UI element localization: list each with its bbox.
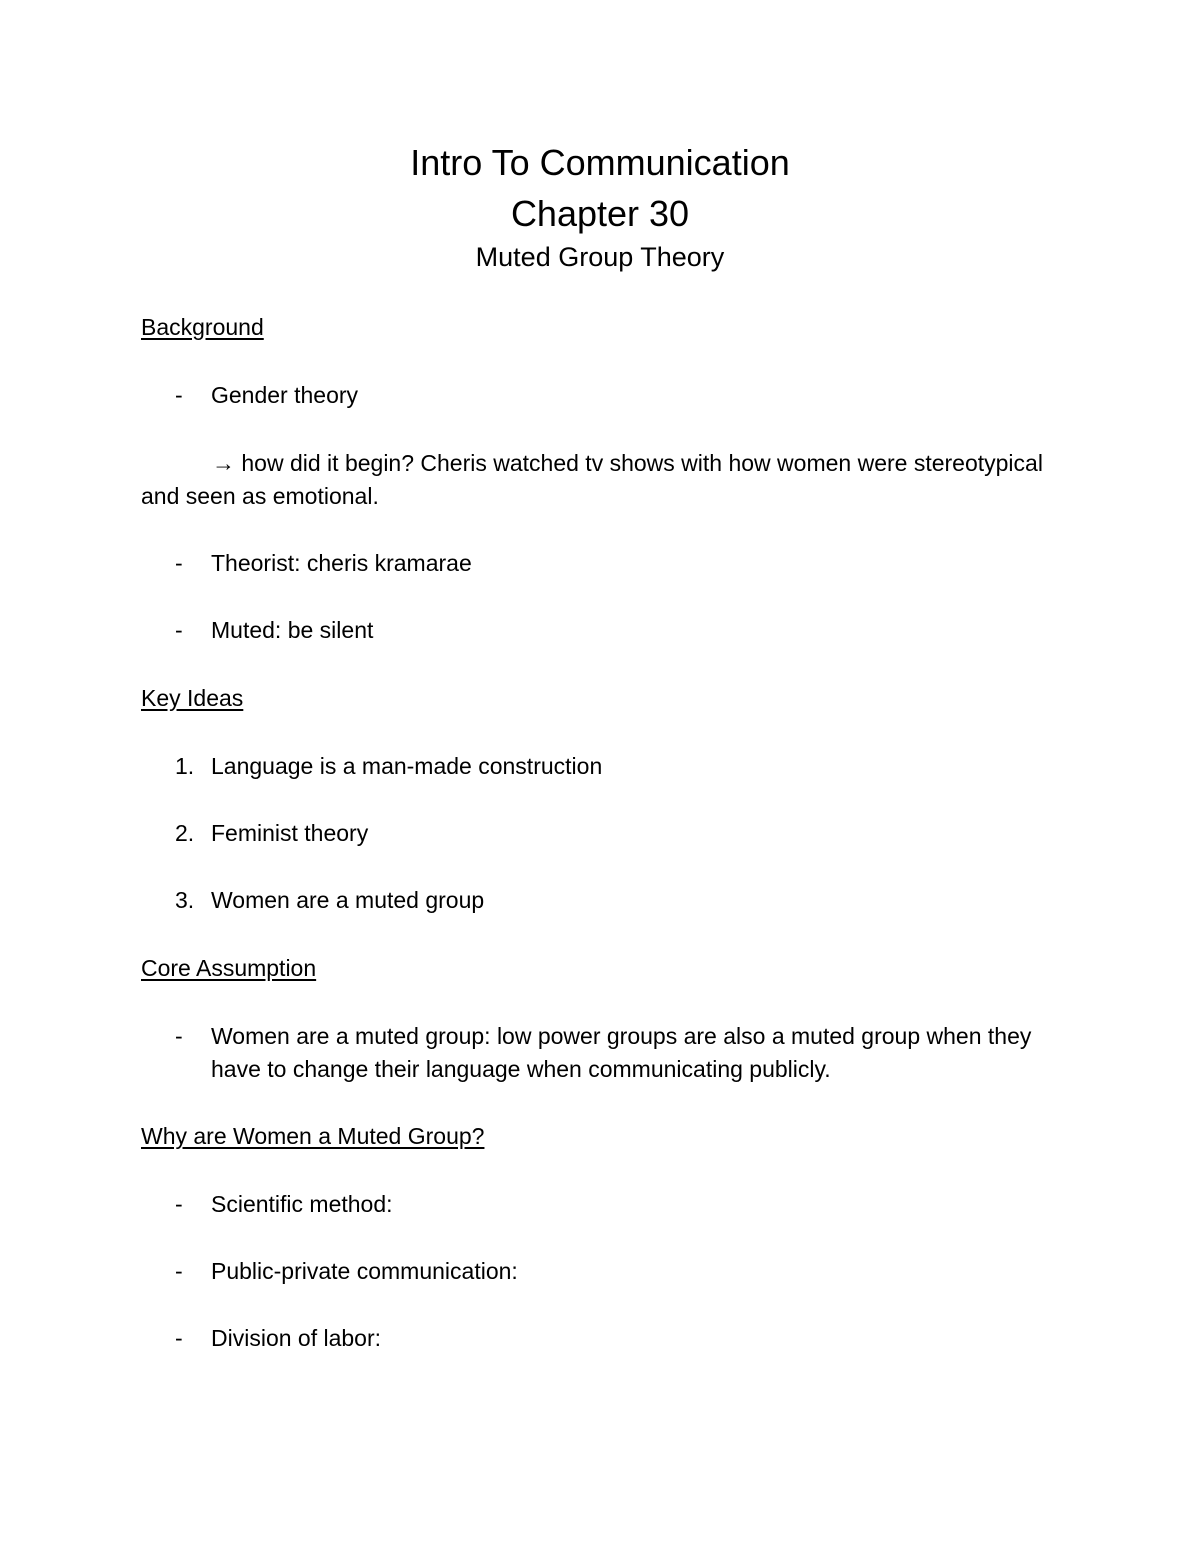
bullet-text: Scientific method: — [211, 1191, 393, 1217]
bullet-text: Theorist: cheris kramarae — [211, 550, 472, 576]
list-number: 1. — [175, 753, 195, 779]
bullet-item — [141, 379, 1061, 412]
bullet-marker: - — [175, 382, 183, 408]
section-heading-key-ideas: Key Ideas — [141, 685, 244, 711]
bullet-item — [141, 1188, 1061, 1221]
bullet-marker: - — [175, 617, 183, 643]
bullet-text: Gender theory — [211, 382, 359, 408]
chapter-title: Chapter 30 — [510, 193, 690, 234]
section-heading-core-assumption: Core Assumption — [141, 955, 317, 981]
numbered-item — [141, 750, 1061, 783]
bullet-item — [141, 1020, 1061, 1086]
bullet-item — [141, 614, 1061, 647]
bullet-text: Division of labor: — [211, 1325, 382, 1351]
note-paragraph: → how did it begin? Cheris watched tv shows with how women were stereotypical and seen as emotional. — [141, 450, 1043, 509]
bullet-item — [141, 1322, 1061, 1355]
numbered-text: Women are a muted group — [211, 887, 485, 913]
bullet-marker: - — [175, 550, 183, 576]
bullet-text: Women are a muted group: low power groups are also a muted group when they have to change their language when communicating publicly. — [211, 1023, 1032, 1082]
section-heading-why: Why are Women a Muted Group? — [141, 1123, 485, 1149]
list-number: 2. — [175, 820, 195, 846]
bullet-item — [141, 1255, 1061, 1288]
bullet-marker: - — [175, 1325, 183, 1351]
document-title: Intro To Communication — [410, 142, 790, 183]
bullet-marker: - — [175, 1191, 183, 1217]
bullet-marker: - — [175, 1023, 183, 1049]
bullet-item — [141, 547, 1061, 580]
bullet-text: Muted: be silent — [211, 617, 374, 643]
numbered-item — [141, 884, 1061, 917]
section-heading-background: Background — [141, 314, 264, 340]
numbered-text: Language is a man-made construction — [211, 753, 603, 779]
numbered-text: Feminist theory — [211, 820, 369, 846]
bullet-text: Public-private communication: — [211, 1258, 518, 1284]
bullet-marker: - — [175, 1258, 183, 1284]
document-subtitle: Muted Group Theory — [475, 242, 725, 272]
list-number: 3. — [175, 887, 195, 913]
numbered-item — [141, 817, 1061, 850]
